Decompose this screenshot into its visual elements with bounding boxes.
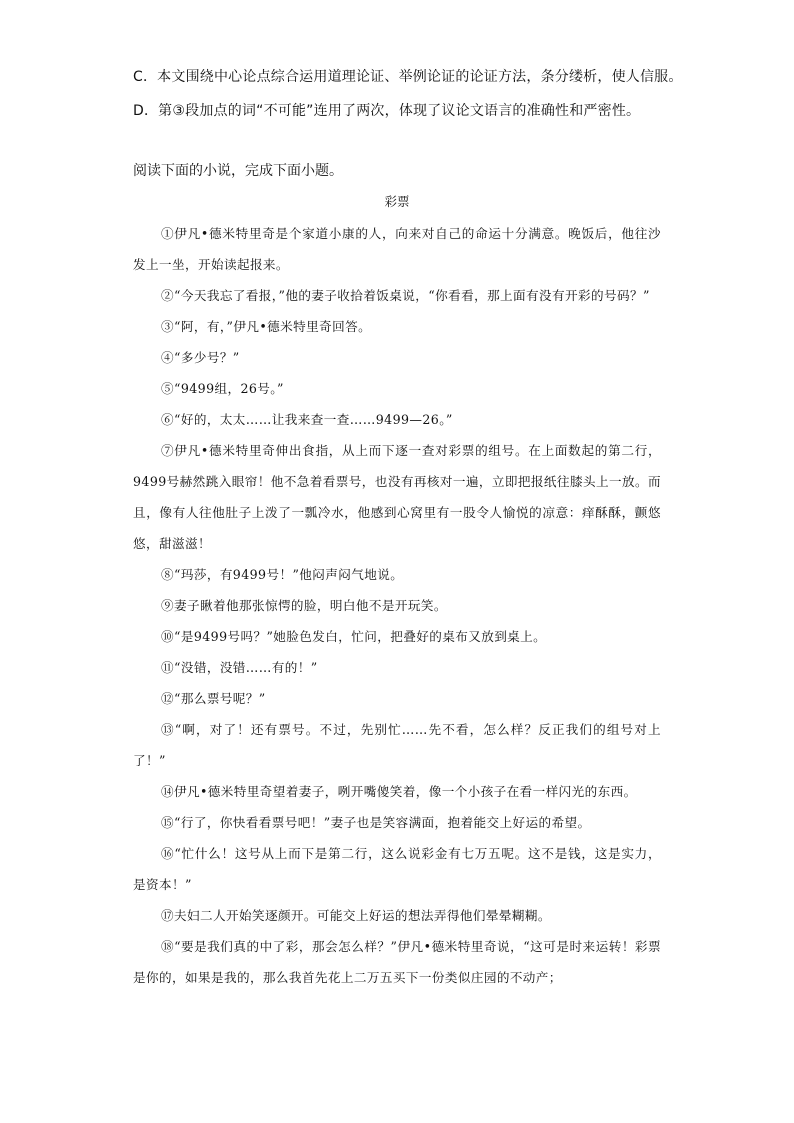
story-paragraph: ⑫“那么票号呢？” (161, 691, 266, 706)
story-paragraph: ⑬“啊，对了！还有票号。不过，先别忙……先不看，怎么样？反正我们的组号对上了！” (133, 722, 661, 768)
story-paragraph: ⑦伊凡•德米特里奇伸出食指，从上而下逐一查对彩票的组号。在上面数起的第二行，9499号赫然跳入眼帘！他不急着看票号，也没有再核对一遍，立即把报纸往膝头上一放。而且，像有人往他肚子上泼了一瓢冷水，他感到心窝里有一股令人愉悦的凉意：痒酥酥，颤悠悠，甜滋滋！ (133, 443, 661, 551)
story-paragraph: ②“今天我忘了看报，”他的妻子收拾着饭桌说，“你看看，那上面有没有开彩的号码？” (161, 288, 650, 303)
story-paragraph: ④“多少号？” (161, 350, 240, 365)
story-paragraph: ⑨妻子瞅着他那张惊愕的脸，明白他不是开玩笑。 (161, 598, 447, 613)
story-paragraph: ⑱“要是我们真的中了彩，那会怎么样？”伊凡•德米特里奇说，“这可是时来运转！彩票是你的，如果是我的，那么我首先花上二万五买下一份类似庄园的不动产； (133, 939, 661, 985)
story-paragraph: ⑮“行了，你快看看票号吧！”妻子也是笑容满面，抱着能交上好运的希望。 (161, 815, 591, 830)
story-paragraph: ①伊凡•德米特里奇是个家道小康的人，向来对自己的命运十分满意。晚饭后，他往沙发上一坐，开始读起报来。 (133, 226, 661, 272)
story-paragraph: ③“阿，有，”伊凡•德米特里奇回答。 (161, 319, 372, 334)
story-body (133, 218, 661, 993)
story-paragraph: ⑰夫妇二人开始笑逐颜开。可能交上好运的想法弄得他们晕晕糊糊。 (161, 908, 551, 923)
story-paragraph: ⑧“玛莎，有9499号！”他闷声闷气地说。 (161, 567, 404, 582)
story-paragraph: ⑪“没错，没错……有的！” (161, 660, 318, 675)
story-paragraph: ⑩“是9499号吗？”她脸色发白，忙问，把叠好的桌布又放到桌上。 (161, 629, 547, 644)
story-paragraph: ⑯“忙什么！这号从上而下是第二行，这么说彩金有七万五呢。这不是钱，这是实力，是资本！” (133, 846, 661, 892)
story-title: 彩票 (384, 194, 410, 209)
option-d: D．第③段加点的词“不可能”连用了两次，体现了议论文语言的准确性和严密性。 (133, 103, 641, 119)
story-paragraph: ⑭伊凡•德米特里奇望着妻子，咧开嘴傻笑着，像一个小孩子在看一样闪光的东西。 (161, 784, 637, 799)
story-paragraph: ⑥“好的，太太……让我来查一查……9499—26。” (161, 412, 453, 427)
story-paragraph: ⑤“9499组，26号。” (161, 381, 284, 396)
option-c: C．本文围绕中心论点综合运用道理论证、举例论证的论证方法，条分缕析，使人信服。 (133, 69, 683, 85)
reading-instruction: 阅读下面的小说，完成下面小题。 (133, 163, 343, 179)
